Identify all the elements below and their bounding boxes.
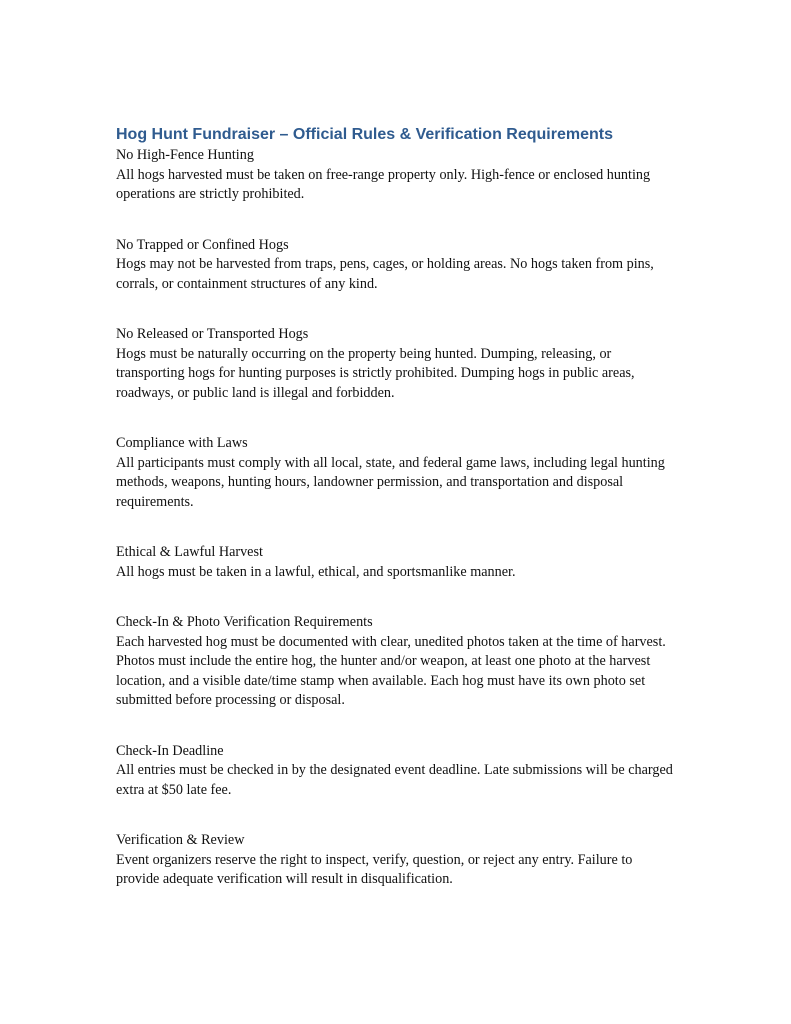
rule-photo-verification <box>116 613 676 711</box>
rule-heading: No High-Fence Hunting <box>116 147 254 163</box>
rule-body: Event organizers reserve the right to inspect, verify, question, or reject any entry. Failure to provide adequate verification will result in disqualification. <box>116 851 633 887</box>
rule-heading: Check-In Deadline <box>116 742 224 759</box>
rule-no-released <box>116 325 676 403</box>
rule-body: All entries must be checked in by the designated event deadline. Late submissions will be charged extra at $50 late fee. <box>116 762 673 798</box>
rule-body: Hogs may not be harvested from traps, pens, cages, or holding areas. No hogs taken from pins, corrals, or containment structures of any kind. <box>116 256 654 292</box>
rule-ethical-harvest <box>116 543 676 582</box>
rule-body: All hogs must be taken in a lawful, ethical, and sportsmanlike manner. <box>116 563 516 580</box>
document-page <box>116 124 676 921</box>
rule-heading: No Released or Transported Hogs <box>116 326 309 342</box>
rule-body: All participants must comply with all local, state, and federal game laws, including legal hunting methods, weapons, hunting hours, landowner permission, and transportation and disposal requirements. <box>116 454 665 510</box>
rule-no-high-fence <box>116 146 676 205</box>
rule-check-in-deadline <box>116 742 676 801</box>
rule-heading: Verification & Review <box>116 832 245 848</box>
rule-body: Hogs must be naturally occurring on the property being hunted. Dumping, releasing, or transporting hogs for hunting purposes is strictly prohibited. Dumping hogs in public areas, roadways, or public land is illegal and forbidden. <box>116 345 635 401</box>
rule-heading: Ethical & Lawful Harvest <box>116 544 263 560</box>
rule-compliance <box>116 434 676 512</box>
rule-no-trapped <box>116 236 676 295</box>
rule-body: All hogs harvested must be taken on free-range property only. High-fence or enclosed hunting operations are strictly prohibited. <box>116 166 651 202</box>
rule-heading: Compliance with Laws <box>116 435 248 451</box>
rule-heading: Check-In & Photo Verification Requirements <box>116 614 373 630</box>
rule-body: Each harvested hog must be documented with clear, unedited photos taken at the time of harvest. Photos must include the entire hog, the hunter and/or weapon, at least one photo at the harvest location, and a visible date/time stamp when available. Each hog must have its own photo set submitted before processing or disposal. <box>116 633 666 708</box>
rule-list <box>116 146 676 890</box>
rule-verification-review <box>116 831 676 890</box>
rule-heading: No Trapped or Confined Hogs <box>116 236 289 253</box>
document-title: Hog Hunt Fundraiser – Official Rules & Verification Requirements <box>116 126 613 143</box>
